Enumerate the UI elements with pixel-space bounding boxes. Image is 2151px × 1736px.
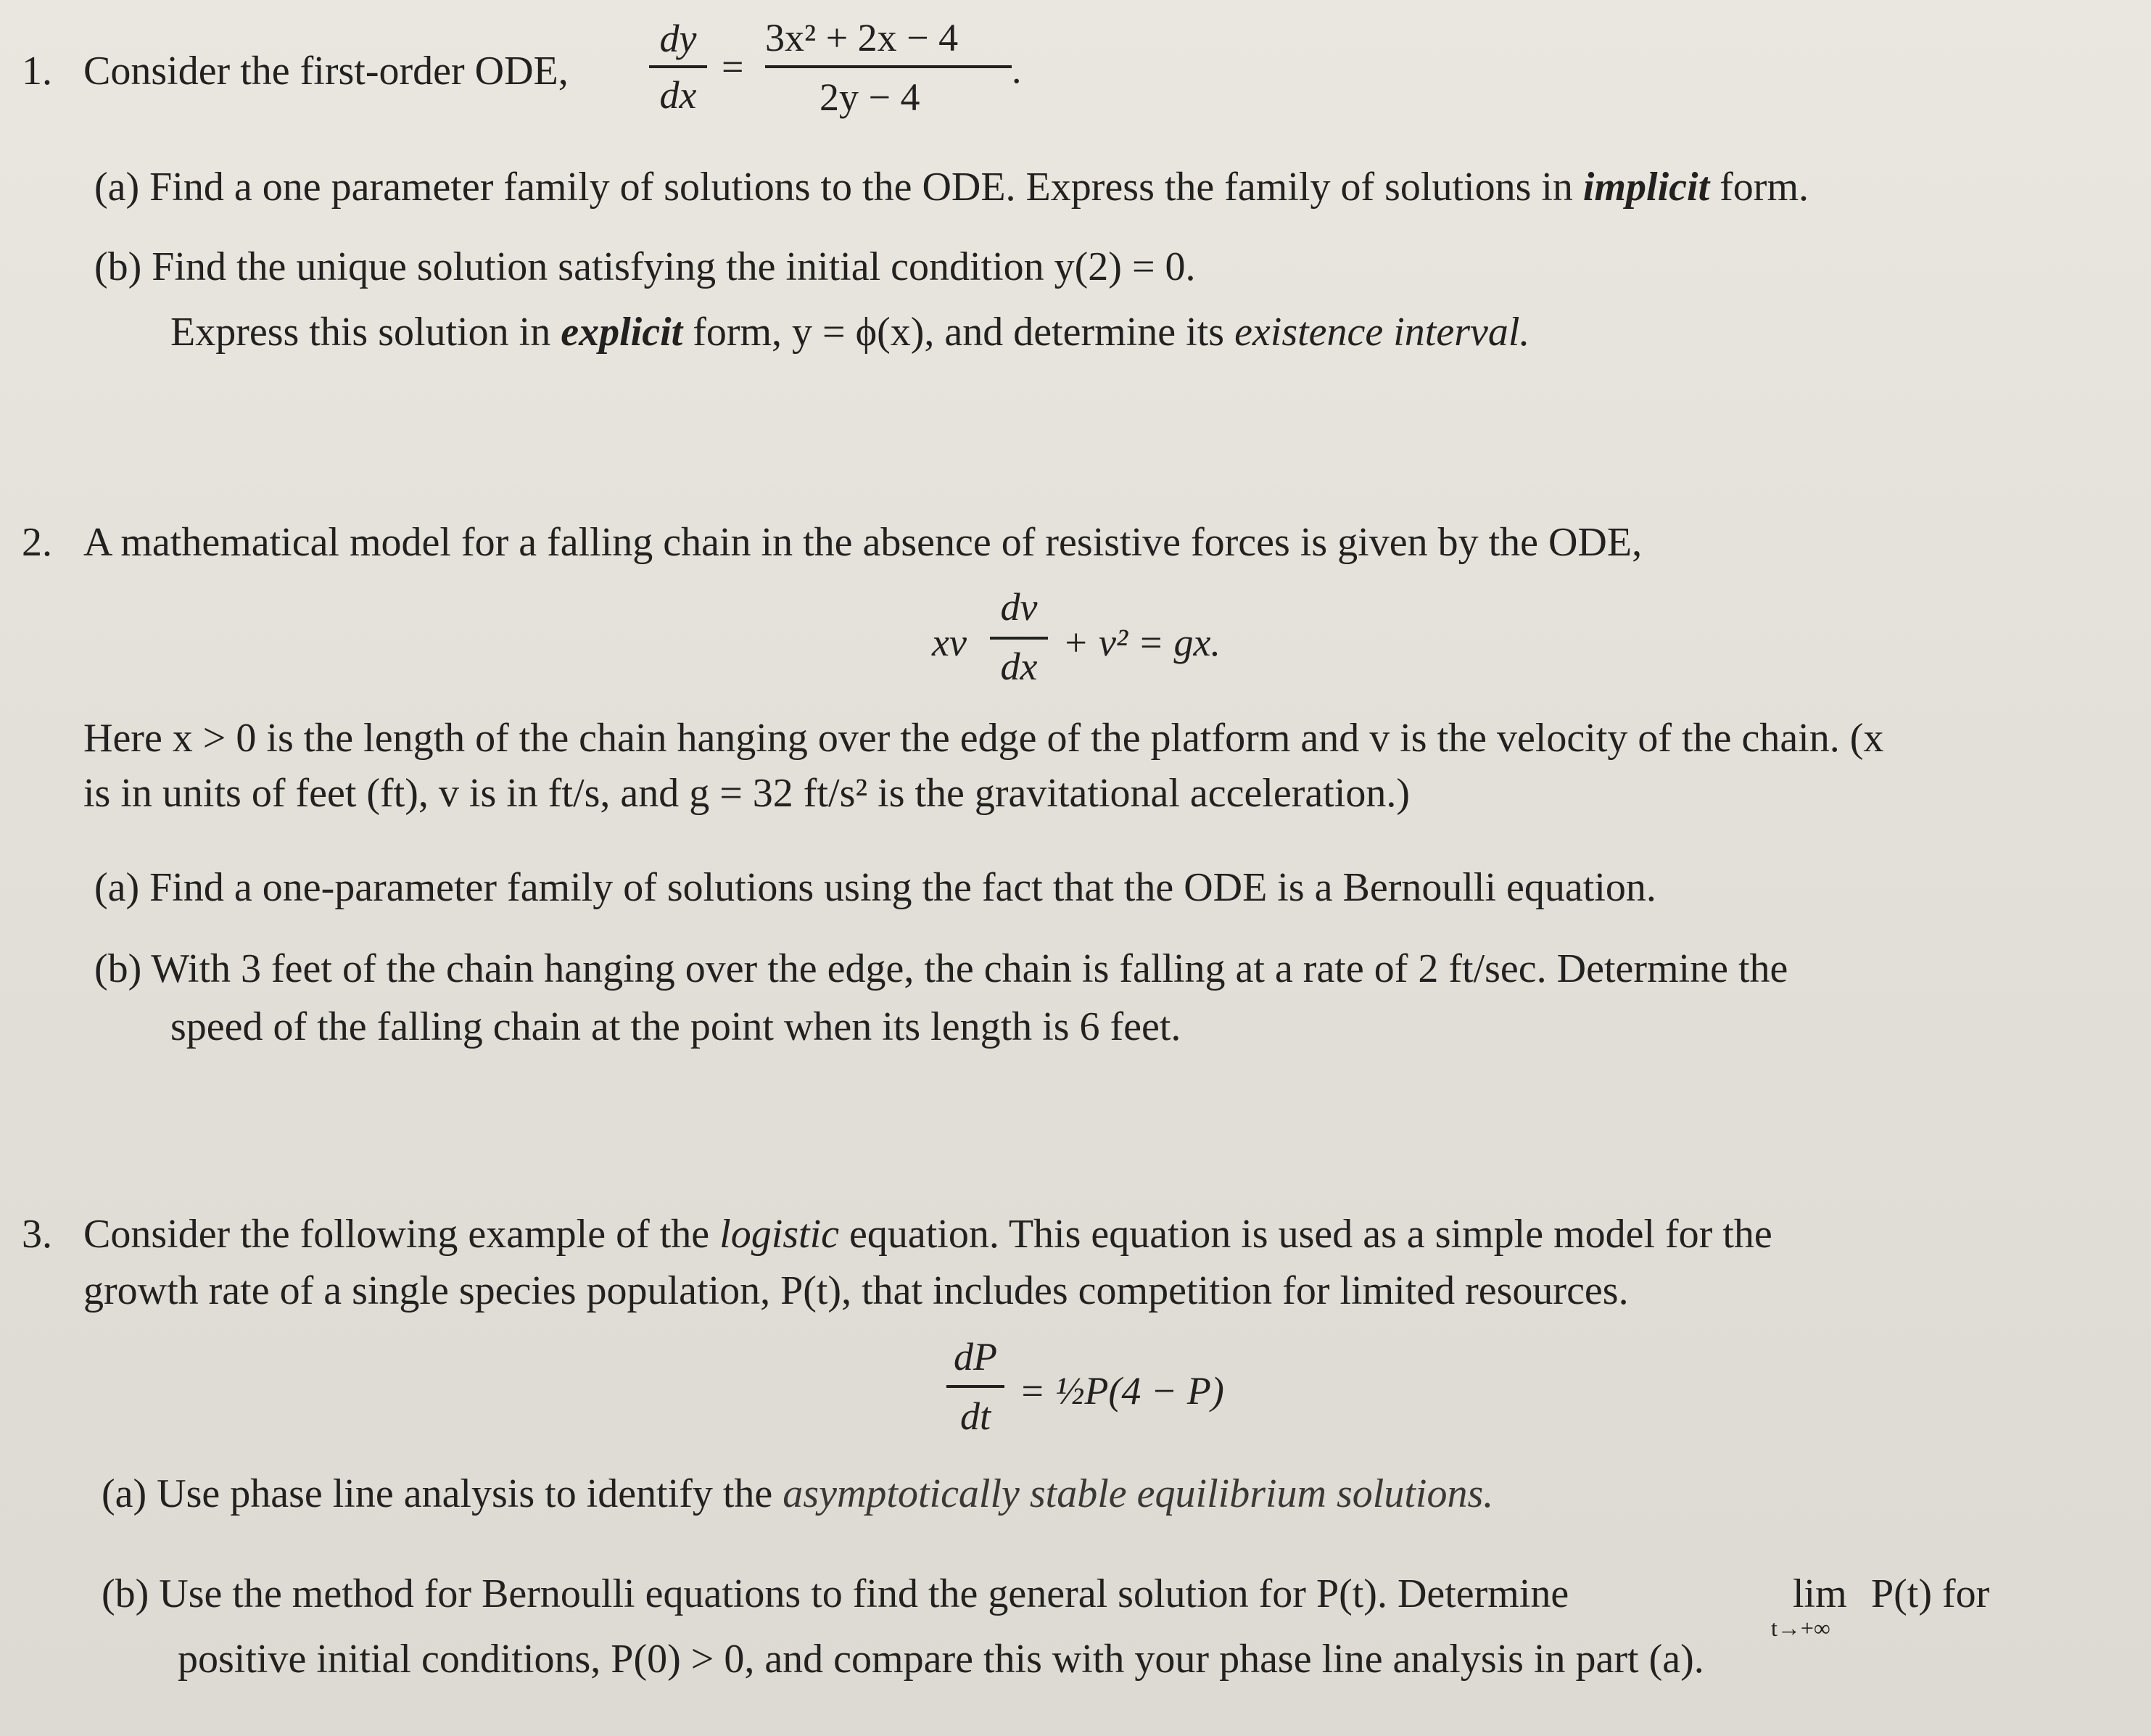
part-a-text: Find a one parameter family of solutions to the ODE. Express the family of solutions in [149,165,1573,210]
problem-3-part-b-line2: positive initial conditions, P(0) > 0, and compare this with your phase line analysis in part (a). [178,1637,1704,1682]
problem-2-part-b-line2: speed of the falling chain at the point when its length is 6 feet. [170,1004,1181,1049]
problem-2-eq-numerator: dv [1000,585,1038,629]
problem-3-eq-rhs: = ½P(4 − P) [1019,1369,1224,1413]
intro-pre: Consider the following example of the [83,1212,710,1257]
problem-2-eq-lhs: xv [932,621,967,664]
problem-3-part-b [102,1571,1569,1617]
problem-1-rhs-denominator: 2y − 4 [819,75,920,119]
limit-subscript: t→+∞ [1771,1615,1830,1641]
part-a-text: Find a one-parameter family of solutions using the fact that the ODE is a Bernoulli equation. [149,865,1656,910]
part-b-text: With 3 feet of the chain hanging over the edge, the chain is falling at a rate of 2 ft/sec. Determine the [151,946,1788,991]
problem-1-period: . [1012,48,1022,91]
problem-2-part-b [94,946,1788,992]
problem-1-lhs-denominator: dx [659,73,697,117]
part-b-label: (b) [94,946,142,991]
problem-1-rhs-fraction-bar [765,65,1012,68]
problem-1-number: 1. [22,49,52,94]
part-b-text: Find the unique solution satisfying the initial condition y(2) = 0. [152,244,1196,289]
problem-1-part-b [94,244,1196,290]
part-a-text: Use phase line analysis to identify the [157,1471,773,1516]
problem-3-eq-numerator: dP [954,1335,997,1379]
problem-1-intro: Consider the first-order ODE, [83,49,569,94]
part-a-label: (a) [94,165,140,210]
part-b-line2-emphasis2: existence interval. [1234,310,1530,355]
intro-post: equation. This equation is used as a simple model for the [849,1212,1772,1257]
part-b-label: (b) [94,244,142,289]
part-a-label: (a) [94,865,140,910]
part-b-text: Use the method for Bernoulli equations to find the general solution for P(t). Determine [159,1571,1569,1616]
problem-2-paragraph-line2: is in units of feet (ft), v is in ft/s, and g = 32 ft/s² is the gravitational acceleration.) [83,771,1411,816]
problem-2-eq-rhs: + v² = gx. [1062,621,1221,664]
problem-1-part-a [94,164,1809,210]
problem-3-eq-denominator: dt [959,1394,991,1438]
problem-3-number: 3. [22,1212,52,1257]
part-b-line2-mid: form, y = ϕ(x), and determine its [693,310,1225,355]
part-a-emphasis: implicit [1582,165,1710,210]
part-b-line2-emphasis: explicit [561,310,683,355]
problem-1-equals: = [722,45,744,88]
intro-emphasis: logistic [719,1212,840,1257]
problem-2-part-a [94,864,1656,911]
problem-1-rhs-numerator: 3x² + 2x − 4 [765,16,959,59]
limit-post: P(t) for [1871,1571,1990,1616]
problem-3-part-a [102,1471,1493,1517]
part-a-label: (a) [102,1471,147,1516]
problem-2-fraction-bar [990,637,1048,640]
part-b-line2-pre: Express this solution in [170,310,551,355]
part-a-end: form. [1719,165,1809,210]
problem-1-lhs-numerator: dy [659,17,697,60]
problem-3-intro [83,1211,1772,1257]
problem-3-intro-line2: growth rate of a single species population, P(t), that includes competition for limited resources. [83,1268,1629,1313]
problem-2-eq-denominator: dx [1000,645,1038,688]
part-b-label: (b) [102,1571,149,1616]
problem-3-fraction-bar [946,1385,1004,1388]
problem-1-lhs-fraction-bar [649,65,707,68]
problem-2-number: 2. [22,520,52,565]
problem-2-paragraph-line1: Here x > 0 is the length of the chain hanging over the edge of the platform and v is the velocity of the chain. (x [83,716,1884,761]
part-a-emphasis: asymptotically stable equilibrium solutions. [783,1471,1494,1516]
problem-1-part-b-line2 [170,309,1529,355]
limit-operator: lim [1793,1571,1847,1616]
problem-2-intro: A mathematical model for a falling chain in the absence of resistive forces is given by the ODE, [83,520,1643,565]
